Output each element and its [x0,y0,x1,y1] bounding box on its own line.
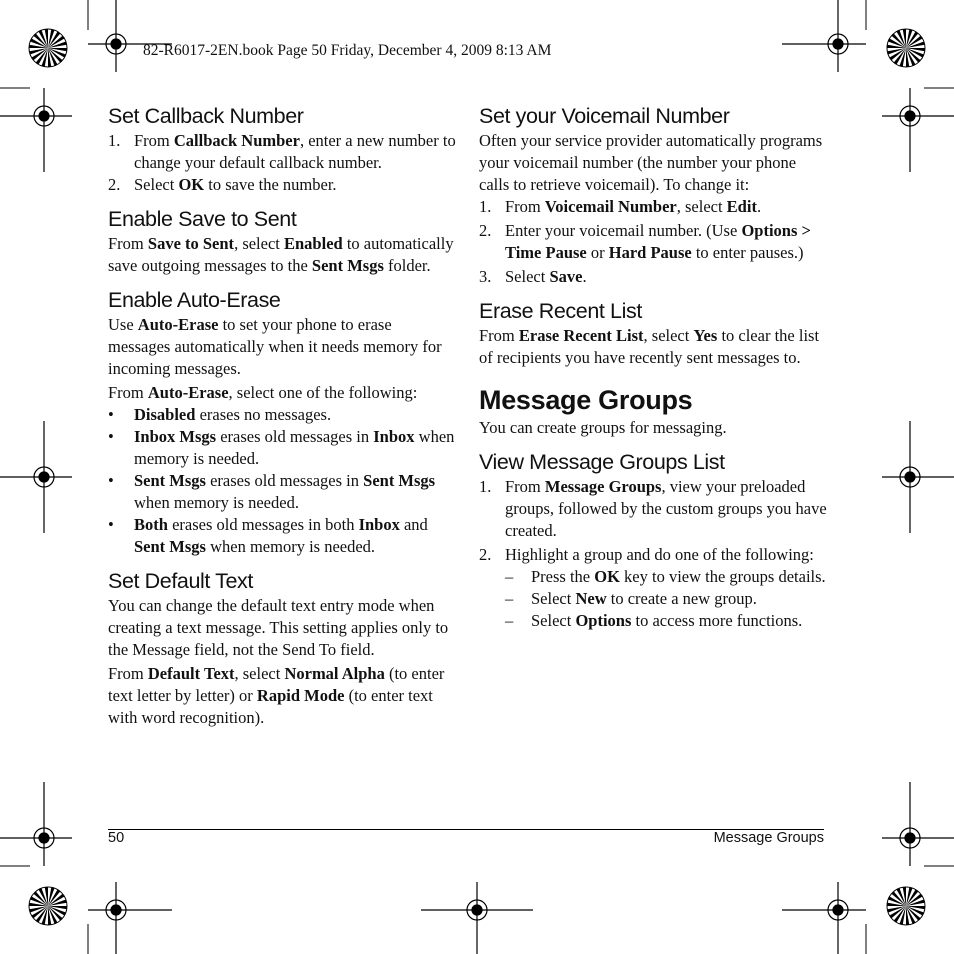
print-header: 82-R6017-2EN.book Page 50 Friday, December 4, 2009 8:13 AM [143,42,552,59]
list-item: 2. Highlight a group and do one of the following: – Press the OK key to view the groups details. – Select New to create a new group. – Select Options to access more functions. [479,545,826,630]
heading-view-message-groups-list: View Message Groups List [479,450,725,474]
view-groups-steps [479,476,827,632]
auto-erase-options [108,404,456,558]
paragraph: From Auto-Erase, select one of the following: [108,383,418,402]
heading-set-default-text: Set Default Text [108,569,253,593]
starburst-icon [29,29,67,67]
heading-set-callback-number: Set Callback Number [108,104,304,128]
list-item: 1. From Message Groups, view your preloaded groups, followed by the custom groups you have created. [479,477,827,540]
paragraph: From Erase Recent List, select Yes to clear the list of recipients you have recently sent messages to. [479,326,820,367]
page-number: 50 [108,830,125,846]
list-item: • Sent Msgs erases old messages in Sent Msgs when memory is needed. [108,471,436,512]
list-item: 2. Enter your voicemail number. (Use Options > Time Pause or Hard Pause to enter pauses.) [479,221,811,262]
paragraph: From Default Text, select Normal Alpha (to enter text letter by letter) or Rapid Mode (to enter text with word recognition). [108,664,445,727]
starburst-icon [887,887,925,925]
list-item: – Select Options to access more functions. [505,611,803,630]
list-item: 3. Select Save. [479,267,587,286]
paragraph: Often your service provider automatically programs your voicemail number (the number your phone calls to retrieve voicemail). To change it: [479,131,823,194]
list-item: – Select New to create a new group. [505,589,757,608]
list-item: 1. From Callback Number, enter a new number to change your default callback number. [108,131,456,172]
list-item: • Inbox Msgs erases old messages in Inbox when memory is needed. [108,427,455,468]
heading-enable-save-to-sent: Enable Save to Sent [108,207,297,231]
heading-set-voicemail-number: Set your Voicemail Number [479,104,730,128]
heading-enable-auto-erase: Enable Auto-Erase [108,288,281,312]
list-item: 1. From Voicemail Number, select Edit. [479,197,762,216]
list-item: • Disabled erases no messages. [108,405,332,424]
starburst-icon [29,887,67,925]
callback-steps [108,130,456,196]
left-column [108,103,456,729]
right-column [479,103,827,632]
list-item: • Both erases old messages in both Inbox and Sent Msgs when memory is needed. [108,515,428,556]
heading-message-groups: Message Groups [479,385,693,415]
paragraph: Use Auto-Erase to set your phone to erase messages automatically when it needs memory for incoming messages. [108,315,442,378]
heading-erase-recent-list: Erase Recent List [479,299,642,323]
list-item: – Press the OK key to view the groups details. [505,567,826,586]
paragraph: You can change the default text entry mode when creating a text message. This setting applies only to the Message field, not the Send To field. [108,596,449,659]
paragraph: You can create groups for messaging. [479,418,727,437]
starburst-icon [887,29,925,67]
list-item: 2. Select OK to save the number. [108,175,337,194]
voicemail-steps [479,196,827,288]
view-groups-sub-options [505,566,827,632]
paragraph: From Save to Sent, select Enabled to automatically save outgoing messages to the Sent Msgs folder. [108,234,454,275]
footer-chapter-title: Message Groups [713,830,824,846]
